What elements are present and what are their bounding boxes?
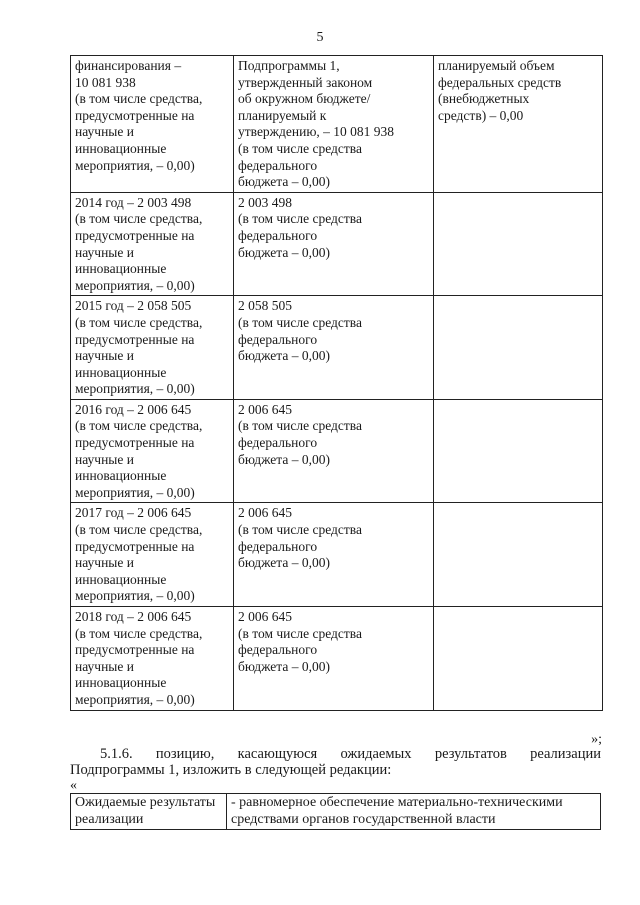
budget-2016-cell: [234, 399, 434, 503]
year-2016-cell: [71, 399, 234, 503]
amendment-paragraph: [70, 746, 601, 778]
year-2018-cell: [71, 607, 234, 711]
empty-cell: [434, 607, 603, 711]
table-row: [71, 192, 603, 296]
cell-text: финансирования – 10 081 938 (в том числе средства, предусмотренные на научные и инновационные мероприятия, – 0,00): [75, 58, 203, 173]
cell-text: 2018 год – 2 006 645 (в том числе средства, предусмотренные на научные и инновационные мероприятия, – 0,00): [75, 609, 203, 707]
funding-total-cell: [71, 56, 234, 193]
cell-text: 2 006 645 (в том числе средства федерального бюджета – 0,00): [238, 505, 362, 571]
empty-cell: [434, 296, 603, 400]
cell-text: 2016 год – 2 006 645 (в том числе средства, предусмотренные на научные и инновационные мероприятия, – 0,00): [75, 401, 203, 500]
budget-2014-cell: [234, 192, 434, 296]
empty-cell: [434, 399, 603, 503]
cell-text: 2 006 645 (в том числе средства федерального бюджета – 0,00): [238, 401, 362, 467]
table-row: [71, 503, 603, 607]
budget-2017-cell: [234, 503, 434, 607]
year-2017-cell: [71, 503, 234, 607]
cell-text: 2 058 505 (в том числе средства федерального бюджета – 0,00): [238, 298, 362, 364]
year-2014-cell: [71, 192, 234, 296]
empty-cell: [434, 503, 603, 607]
financing-table: [70, 55, 603, 711]
table-row: [71, 607, 603, 711]
opening-quote: «: [70, 778, 77, 793]
year-2015-cell: [71, 296, 234, 400]
results-value-cell: - равномерное обеспечение материально-техническими средствами органов государственной власти: [227, 794, 601, 830]
table-row: [71, 296, 603, 400]
cell-text: планируемый объем федеральных средств (внебюджетных средств) – 0,00: [438, 58, 562, 123]
page-number: 5: [316, 30, 324, 45]
federal-funds-cell: [434, 56, 603, 193]
budget-2015-cell: [234, 296, 434, 400]
cell-text: 2 003 498 (в том числе средства федерального бюджета – 0,00): [238, 194, 362, 260]
table-row: [71, 794, 601, 830]
paragraph-line: 5.1.6. позицию, касающуюся ожидаемых результатов реализации: [100, 746, 601, 762]
budget-2018-cell: [234, 607, 434, 711]
cell-text: 2017 год – 2 006 645 (в том числе средства, предусмотренные на научные и инновационные мероприятия, – 0,00): [75, 505, 203, 604]
cell-text: 2 006 645 (в том числе средства федерального бюджета – 0,00): [238, 609, 362, 674]
budget-law-cell: [234, 56, 434, 193]
table-row: [71, 399, 603, 503]
cell-text: 2015 год – 2 058 505 (в том числе средства, предусмотренные на научные и инновационные мероприятия, – 0,00): [75, 298, 203, 397]
closing-quote: »;: [591, 732, 602, 747]
results-table: [70, 793, 601, 830]
results-label-cell: Ожидаемые результаты реализации: [71, 794, 227, 830]
empty-cell: [434, 192, 603, 296]
paragraph-line: Подпрограммы 1, изложить в следующей редакции:: [70, 762, 392, 778]
cell-text: Подпрограммы 1, утвержденный законом об окружном бюджете/ планируемый к утверждению, – 10 081 938 (в том числе средства федерального бюджета – 0,00): [238, 58, 395, 190]
table-row: [71, 56, 603, 193]
cell-text: 2014 год – 2 003 498 (в том числе средства, предусмотренные на научные и инновационные мероприятия, – 0,00): [75, 194, 203, 293]
